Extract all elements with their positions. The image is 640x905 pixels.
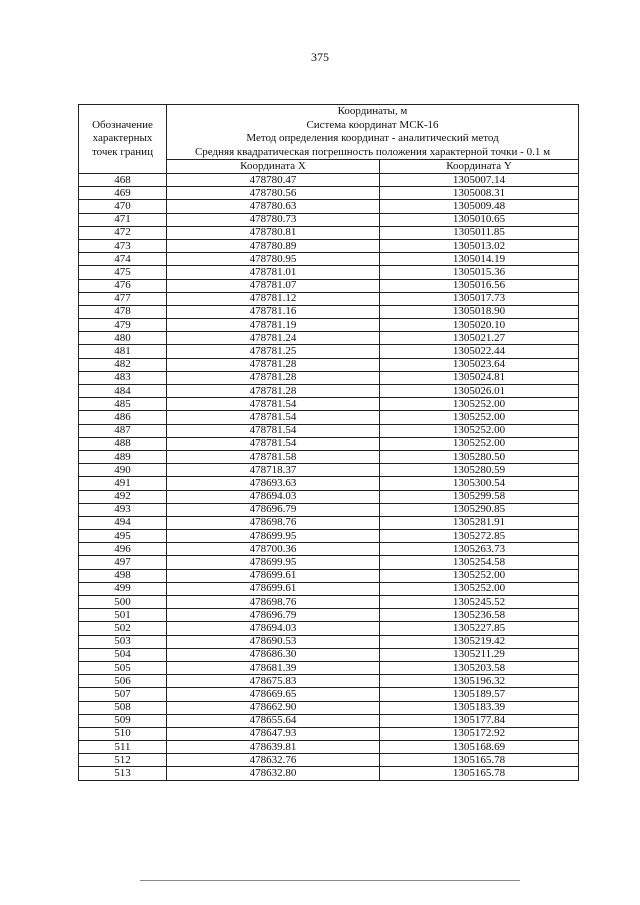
table-row: [79, 332, 579, 345]
coordinate-x-cell: 478698.76: [167, 596, 380, 609]
coordinate-y-cell: 1305010.65: [380, 213, 579, 226]
header-right-line-4: Средняя квадратическая погрешность положения характерной точки - 0.1 м: [194, 145, 551, 158]
coordinate-x-cell: 478781.19: [167, 319, 380, 332]
coordinate-y-cell: 1305245.52: [380, 596, 579, 609]
coordinate-x-cell: 478780.47: [167, 174, 380, 187]
point-number-cell: 489: [79, 450, 167, 463]
point-number-cell: 492: [79, 490, 167, 503]
header-right-line-1: Координаты, м: [337, 105, 408, 117]
coordinate-x-cell: 478632.80: [167, 767, 380, 780]
coordinate-y-cell: 1305011.85: [380, 226, 579, 239]
point-number-cell: 480: [79, 332, 167, 345]
table-row: [79, 741, 579, 754]
table-row: [79, 569, 579, 582]
coordinate-x-cell: 478780.81: [167, 226, 380, 239]
table-row: [79, 477, 579, 490]
table-row: [79, 609, 579, 622]
table-row: [79, 398, 579, 411]
point-number-cell: 484: [79, 385, 167, 398]
coordinate-y-cell: 1305183.39: [380, 701, 579, 714]
table-row: [79, 292, 579, 305]
header-left-line-3: точек границ: [92, 145, 153, 158]
header-right-line-3: Метод определения координат - аналитический метод: [246, 132, 499, 144]
table-row: [79, 411, 579, 424]
point-number-cell: 473: [79, 239, 167, 252]
coordinate-y-cell: 1305272.85: [380, 530, 579, 543]
column-header-y: Координата Y: [380, 160, 579, 174]
point-number-cell: 468: [79, 174, 167, 187]
coordinate-y-cell: 1305290.85: [380, 503, 579, 516]
point-number-cell: 494: [79, 516, 167, 529]
coordinate-y-cell: 1305203.58: [380, 661, 579, 674]
coordinate-x-cell: 478696.79: [167, 503, 380, 516]
coordinate-y-cell: 1305007.14: [380, 174, 579, 187]
coordinate-y-cell: 1305227.85: [380, 622, 579, 635]
column-header-x: Координата X: [167, 160, 380, 174]
point-number-cell: 487: [79, 424, 167, 437]
table-row: [79, 701, 579, 714]
coordinate-x-cell: 478655.64: [167, 714, 380, 727]
coordinate-x-cell: 478669.65: [167, 688, 380, 701]
table-row: [79, 556, 579, 569]
point-number-cell: 503: [79, 635, 167, 648]
coordinate-x-cell: 478662.90: [167, 701, 380, 714]
coordinate-x-cell: 478632.76: [167, 754, 380, 767]
table-row: [79, 464, 579, 477]
coordinate-y-cell: 1305219.42: [380, 635, 579, 648]
coordinate-y-cell: 1305023.64: [380, 358, 579, 371]
table-row: [79, 187, 579, 200]
coordinate-y-cell: 1305252.00: [380, 569, 579, 582]
coordinate-x-cell: 478699.95: [167, 556, 380, 569]
point-number-cell: 486: [79, 411, 167, 424]
coordinate-y-cell: 1305008.31: [380, 187, 579, 200]
coordinate-y-cell: 1305015.36: [380, 266, 579, 279]
point-number-cell: 476: [79, 279, 167, 292]
table-row: [79, 424, 579, 437]
coordinate-y-cell: 1305254.58: [380, 556, 579, 569]
table-row: [79, 543, 579, 556]
page-number: 375: [311, 50, 329, 64]
coordinate-y-cell: 1305252.00: [380, 424, 579, 437]
point-number-cell: 500: [79, 596, 167, 609]
coordinate-x-cell: 478718.37: [167, 464, 380, 477]
coordinate-y-cell: 1305196.32: [380, 675, 579, 688]
table-row: [79, 266, 579, 279]
coordinate-y-cell: 1305281.91: [380, 516, 579, 529]
coordinate-x-cell: 478693.63: [167, 477, 380, 490]
table-row: [79, 253, 579, 266]
coordinate-y-cell: 1305252.00: [380, 398, 579, 411]
bottom-rule: [140, 880, 520, 881]
table-row: [79, 345, 579, 358]
table-row: [79, 582, 579, 595]
coordinate-x-cell: 478686.30: [167, 648, 380, 661]
header-left-line-2: характерных: [92, 132, 153, 145]
coordinate-y-cell: 1305165.78: [380, 767, 579, 780]
point-number-cell: 479: [79, 319, 167, 332]
coordinate-x-cell: 478781.54: [167, 424, 380, 437]
point-number-cell: 508: [79, 701, 167, 714]
table-row: [79, 174, 579, 187]
coordinate-y-cell: 1305300.54: [380, 477, 579, 490]
coordinate-x-cell: 478639.81: [167, 741, 380, 754]
header-left-line-1: Обозначение: [92, 118, 153, 131]
table-body: [79, 174, 579, 781]
coordinate-y-cell: 1305263.73: [380, 543, 579, 556]
coordinate-y-cell: 1305252.00: [380, 437, 579, 450]
coordinate-x-cell: 478694.03: [167, 622, 380, 635]
coordinate-x-cell: 478780.56: [167, 187, 380, 200]
coordinate-x-cell: 478781.28: [167, 358, 380, 371]
point-number-cell: 509: [79, 714, 167, 727]
point-number-cell: 481: [79, 345, 167, 358]
table-row: [79, 385, 579, 398]
coordinate-y-cell: 1305022.44: [380, 345, 579, 358]
coordinate-y-cell: 1305299.58: [380, 490, 579, 503]
table-row: [79, 213, 579, 226]
point-number-cell: 499: [79, 582, 167, 595]
coordinate-x-cell: 478700.36: [167, 543, 380, 556]
point-number-cell: 488: [79, 437, 167, 450]
coordinate-x-cell: 478781.54: [167, 437, 380, 450]
table-row: [79, 635, 579, 648]
coordinate-y-cell: 1305189.57: [380, 688, 579, 701]
point-number-cell: 477: [79, 292, 167, 305]
coordinate-x-cell: 478781.16: [167, 305, 380, 318]
table-row: [79, 319, 579, 332]
point-number-cell: 491: [79, 477, 167, 490]
point-number-cell: 512: [79, 754, 167, 767]
coordinate-x-cell: 478781.25: [167, 345, 380, 358]
point-number-cell: 511: [79, 741, 167, 754]
point-number-cell: 501: [79, 609, 167, 622]
point-number-cell: 506: [79, 675, 167, 688]
coordinate-y-cell: 1305014.19: [380, 253, 579, 266]
coordinate-y-cell: 1305177.84: [380, 714, 579, 727]
point-number-cell: 507: [79, 688, 167, 701]
coordinate-x-cell: 478781.28: [167, 385, 380, 398]
table-row: [79, 530, 579, 543]
table-row: [79, 675, 579, 688]
table-row: [79, 358, 579, 371]
table-row: [79, 305, 579, 318]
table-row: [79, 596, 579, 609]
point-number-cell: 495: [79, 530, 167, 543]
coordinate-x-cell: 478681.39: [167, 661, 380, 674]
table-row: [79, 714, 579, 727]
coordinate-x-cell: 478699.61: [167, 569, 380, 582]
coordinate-y-cell: 1305021.27: [380, 332, 579, 345]
coordinate-y-cell: 1305211.29: [380, 648, 579, 661]
coordinate-y-cell: 1305280.50: [380, 450, 579, 463]
table-row: [79, 450, 579, 463]
table-row: [79, 279, 579, 292]
coordinate-y-cell: 1305020.10: [380, 319, 579, 332]
point-number-cell: 470: [79, 200, 167, 213]
point-number-cell: 469: [79, 187, 167, 200]
table-row: [79, 516, 579, 529]
coordinate-x-cell: 478696.79: [167, 609, 380, 622]
coordinate-x-cell: 478781.01: [167, 266, 380, 279]
coordinate-x-cell: 478698.76: [167, 516, 380, 529]
table-row: [79, 503, 579, 516]
point-number-cell: 498: [79, 569, 167, 582]
coordinate-y-cell: 1305009.48: [380, 200, 579, 213]
coordinate-y-cell: 1305024.81: [380, 371, 579, 384]
point-number-cell: 513: [79, 767, 167, 780]
coordinate-x-cell: 478781.24: [167, 332, 380, 345]
table-row: [79, 200, 579, 213]
table-row: [79, 371, 579, 384]
coordinate-y-cell: 1305280.59: [380, 464, 579, 477]
coordinate-y-cell: 1305016.56: [380, 279, 579, 292]
coordinate-y-cell: 1305018.90: [380, 305, 579, 318]
table-row: [79, 490, 579, 503]
coordinate-y-cell: 1305168.69: [380, 741, 579, 754]
coordinate-x-cell: 478780.73: [167, 213, 380, 226]
table-row: [79, 239, 579, 252]
coordinates-table: [78, 104, 579, 781]
coordinate-x-cell: 478780.89: [167, 239, 380, 252]
table-row: [79, 437, 579, 450]
table-row: [79, 688, 579, 701]
coordinate-x-cell: 478781.58: [167, 450, 380, 463]
point-number-cell: 478: [79, 305, 167, 318]
coordinate-y-cell: 1305252.00: [380, 582, 579, 595]
coordinate-x-cell: 478647.93: [167, 727, 380, 740]
point-designation-header: [79, 105, 167, 174]
point-number-cell: 472: [79, 226, 167, 239]
header-right-line-2: Система координат МСК-16: [306, 118, 439, 131]
point-number-cell: 504: [79, 648, 167, 661]
table-row: [79, 767, 579, 780]
coordinate-x-cell: 478675.83: [167, 675, 380, 688]
coordinate-y-cell: 1305017.73: [380, 292, 579, 305]
coordinate-y-cell: 1305013.02: [380, 239, 579, 252]
point-number-cell: 483: [79, 371, 167, 384]
coordinate-y-cell: 1305165.78: [380, 754, 579, 767]
point-number-cell: 493: [79, 503, 167, 516]
point-number-cell: 482: [79, 358, 167, 371]
table-row: [79, 754, 579, 767]
coordinate-x-cell: 478780.95: [167, 253, 380, 266]
table-row: [79, 661, 579, 674]
point-number-cell: 505: [79, 661, 167, 674]
coordinate-x-cell: 478780.63: [167, 200, 380, 213]
point-number-cell: 502: [79, 622, 167, 635]
point-number-cell: 496: [79, 543, 167, 556]
point-number-cell: 490: [79, 464, 167, 477]
point-number-cell: 475: [79, 266, 167, 279]
coordinate-y-cell: 1305026.01: [380, 385, 579, 398]
coordinate-x-cell: 478694.03: [167, 490, 380, 503]
coordinate-y-cell: 1305252.00: [380, 411, 579, 424]
coordinate-x-cell: 478781.54: [167, 398, 380, 411]
table-row: [79, 226, 579, 239]
coordinate-y-cell: 1305172.92: [380, 727, 579, 740]
point-number-cell: 471: [79, 213, 167, 226]
point-number-cell: 485: [79, 398, 167, 411]
coordinate-x-cell: 478781.07: [167, 279, 380, 292]
coordinate-y-cell: 1305236.58: [380, 609, 579, 622]
point-number-cell: 510: [79, 727, 167, 740]
coordinate-x-cell: 478690.53: [167, 635, 380, 648]
point-number-cell: 497: [79, 556, 167, 569]
coordinate-x-cell: 478781.28: [167, 371, 380, 384]
coordinate-x-cell: 478781.54: [167, 411, 380, 424]
table-row: [79, 727, 579, 740]
coordinate-x-cell: 478699.61: [167, 582, 380, 595]
table-row: [79, 648, 579, 661]
point-number-cell: 474: [79, 253, 167, 266]
coordinate-x-cell: 478781.12: [167, 292, 380, 305]
coordinates-header: [167, 105, 579, 160]
table-row: [79, 622, 579, 635]
coordinate-x-cell: 478699.95: [167, 530, 380, 543]
